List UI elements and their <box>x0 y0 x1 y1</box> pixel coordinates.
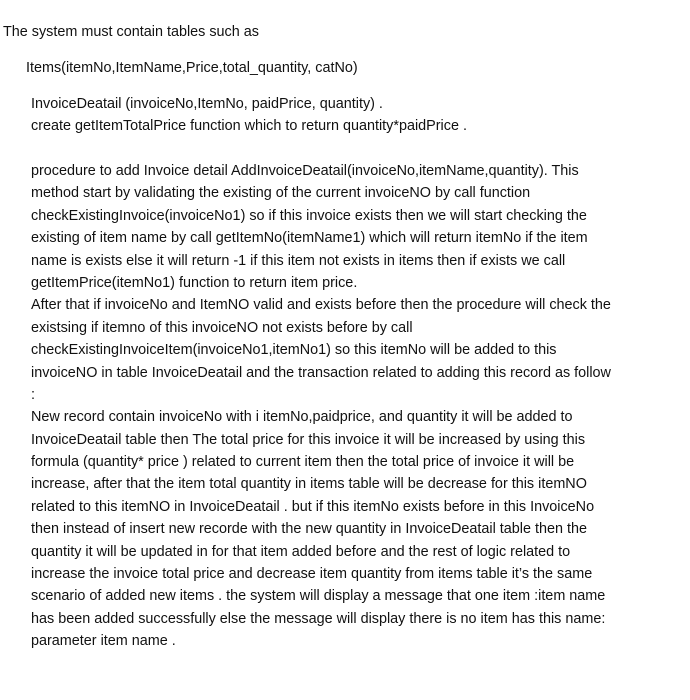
procedure-line: formula (quantity* price ) related to current item then the total price of invoice it will be <box>31 454 575 471</box>
procedure-line: New record contain invoiceNo with i itemNo,paidprice, and quantity it will be added to <box>31 409 573 426</box>
procedure-line: name is exists else it will return -1 if this item not exists in items then if exists we call <box>31 252 566 269</box>
procedure-line: increase, after that the item total quantity in items table will be decrease for this itemNO <box>31 476 587 493</box>
invoice-detail-line: InvoiceDeatail (invoiceNo,ItemNo, paidPrice, quantity) . <box>31 96 383 112</box>
procedure-line: related to this itemNO in InvoiceDeatail . but if this itemNo exists before in this InvoiceNo <box>31 498 595 515</box>
procedure-line: procedure to add Invoice detail AddInvoiceDeatail(invoiceNo,itemName,quantity). This <box>31 163 579 179</box>
procedure-description <box>31 160 686 653</box>
invoice-detail-line: create getItemTotalPrice function which to return quantity*paidPrice . <box>31 118 467 135</box>
procedure-line: existsing if itemno of this invoiceNO not exists before by call <box>31 319 413 336</box>
procedure-line: quantity it will be updated in for that item added before and the rest of logic related to <box>31 543 571 560</box>
procedure-line: scenario of added new items . the system will display a message that one item :item name <box>31 588 606 605</box>
procedure-line: After that if invoiceNo and ItemNO valid and exists before then the procedure will check the <box>31 297 611 314</box>
items-table-definition: Items(itemNo,ItemName,Price,total_quantity, catNo) <box>26 60 358 76</box>
procedure-line: checkExistingInvoice(invoiceNo1) so if this invoice exists then we will start checking the <box>31 207 587 224</box>
procedure-line: increase the invoice total price and decrease item quantity from items table it’s the same <box>31 566 593 583</box>
procedure-line: : <box>31 386 35 403</box>
procedure-line: existing of item name by call getItemNo(itemName1) which will return itemNo if the item <box>31 230 588 247</box>
procedure-line: has been added successfully else the message will display there is no item has this name: <box>31 610 606 627</box>
procedure-line: method start by validating the existing of the current invoiceNO by call function <box>31 185 531 202</box>
procedure-line: invoiceNO in table InvoiceDeatail and the transaction related to adding this record as follow <box>31 364 611 381</box>
procedure-line: parameter item name . <box>31 633 176 650</box>
procedure-line: checkExistingInvoiceItem(invoiceNo1,itemNo1) so this itemNo will be added to this <box>31 342 557 359</box>
invoice-detail-section <box>31 93 686 138</box>
intro-text: The system must contain tables such as <box>3 24 259 40</box>
procedure-line: then instead of insert new recorde with the new quantity in InvoiceDeatail table then the <box>31 521 587 538</box>
procedure-line: getItemPrice(itemNo1) function to return item price. <box>31 274 358 291</box>
procedure-line: InvoiceDeatail table then The total price for this invoice it will be increased by using this <box>31 431 586 448</box>
